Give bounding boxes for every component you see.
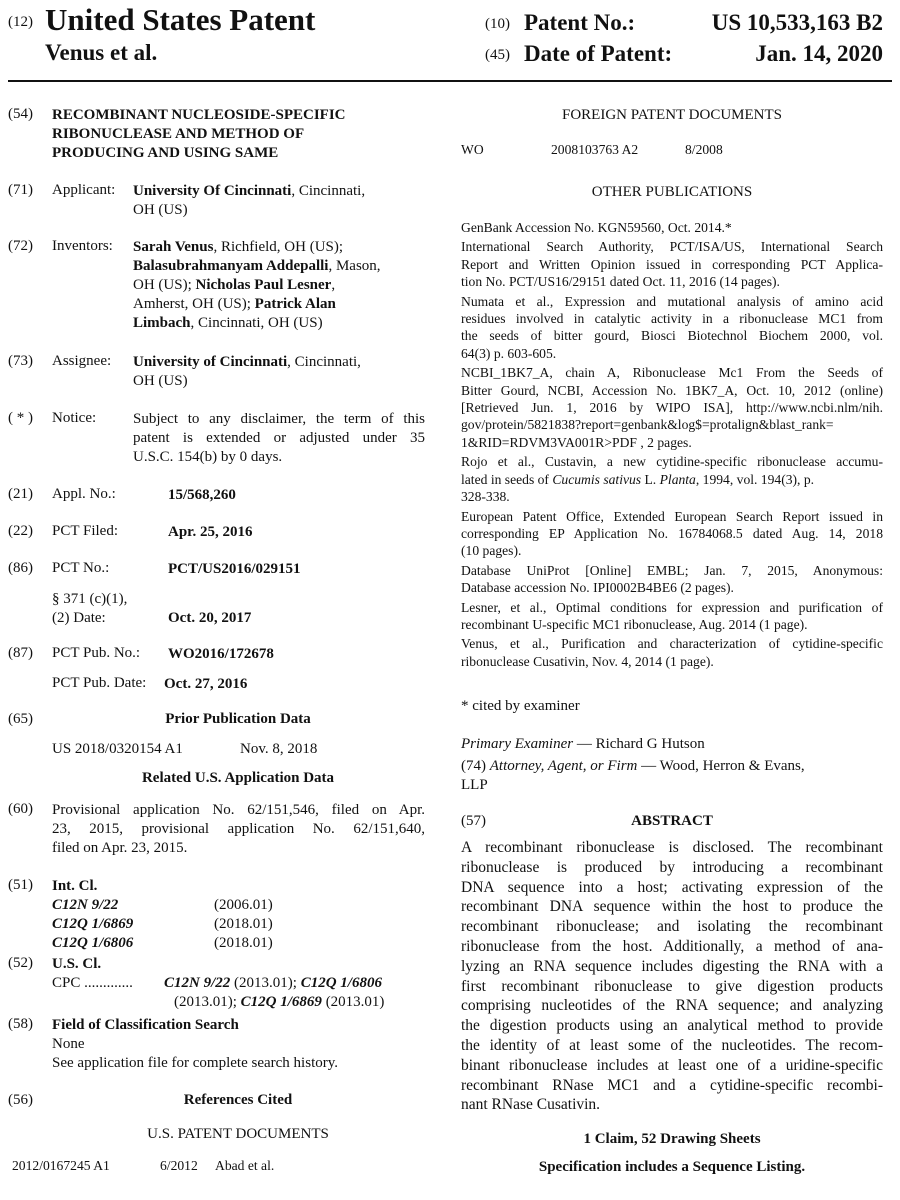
pct-no-label: PCT No.: [52,560,110,576]
s371-value: Oct. 20, 2017 [168,610,252,626]
s371-label: § 371 (c)(1), (2) Date: [52,591,128,626]
publication-entry: GenBank Accession No. KGN59560, Oct. 2014.* [461,220,732,235]
date-label: Date of Patent: [524,41,673,66]
applicant-tag: (71) [8,182,33,198]
abstract-heading: ABSTRACT [631,813,713,829]
code-45: (45) [485,47,510,63]
field-tag: (58) [8,1016,33,1032]
notice-label: Notice: [52,410,97,426]
code-12: (12) [8,14,33,30]
header-rule [8,80,892,82]
appl-value: 15/568,260 [168,487,236,503]
assignee-label: Assignee: [52,353,112,369]
foreign-doc-date: 8/2008 [685,142,723,157]
prior-publication-date: Nov. 8, 2018 [240,741,318,757]
pub-no-value: WO2016/172678 [168,646,274,662]
publication-entry: Rojo et al., Custavin, a new cytidine-specific ribonuclease accumu- lated in seeds of Cucumis sativus L. Planta, 1994, vol. 194(3), p. 328-338. [461,454,883,505]
publication-entry: Venus, et al., Purification and characterization of cytidine-specific ribonuclease Cusativin, Nov. 4, 2014 (1 page). [461,636,883,669]
intcl-tag: (51) [8,877,33,893]
provisional-applications: Provisional application No. 62/151,546, filed on Apr. 23, 2015, provisional application No. 62/151,640, filed on Apr. 23, 2015. [52,802,425,856]
notice-value: Subject to any disclaimer, the term of this patent is extended or adjusted under 35 U.S.C. 154(b) by 0 days. [133,411,425,465]
prior-publication-number: US 2018/0320154 A1 [52,741,183,757]
field-of-search: Field of Classification Search None See application file for complete search history. [52,1017,339,1071]
related-app-heading: Related U.S. Application Data [141,770,335,786]
abstract-tag: (57) [461,813,486,829]
inventors-tag: (72) [8,238,33,254]
appl-label: Appl. No.: [52,486,116,502]
patent-number: US 10,533,163 B2 [711,10,883,35]
title-tag: (54) [8,106,33,122]
pub-date-value: Oct. 27, 2016 [164,676,248,692]
inventors-label: Inventors: [52,238,113,254]
notice-tag: ( * ) [8,410,33,426]
patent-date: Jan. 14, 2020 [755,41,883,66]
prior-publication-heading: Prior Publication Data [165,711,311,727]
foreign-docs-heading: FOREIGN PATENT DOCUMENTS [561,107,783,123]
pct-filed-tag: (22) [8,523,33,539]
pct-filed-label: PCT Filed: [52,523,118,539]
publication-entry: NCBI_1BK7_A, chain A, Ribonuclease Mc1 From the Seeds of Bitter Gourd, NCBI, Accession No. 1BK7_A, Oct. 10, 2012 (online) [Retrieved Jun. 1, 2016 by WIPO ISA], http://www.ncbi.nlm/nih. gov/protein/5821838?report=genbank&log$=protalign&blast_rank= 1&RID=RDVM3VA001R>PDF , 2 pages. [461,365,883,450]
pct-no-tag: (86) [8,560,33,576]
intcl-label: Int. Cl. [52,878,98,894]
applicant-value: University Of Cincinnati, Cincinnati, OH (US) [133,183,366,218]
assignee-tag: (73) [8,353,33,369]
pct-no-value: PCT/US2016/029151 [168,561,301,577]
pub-tag: (87) [8,645,33,661]
pct-filed-value: Apr. 25, 2016 [168,524,253,540]
sequence-listing-note: Specification includes a Sequence Listing. [538,1159,806,1175]
patent-no-label: Patent No.: [524,10,636,35]
assignee-value: University of Cincinnati, Cincinnati, OH (US) [133,354,361,389]
cpc-value: C12N 9/22 (2013.01); C12Q 1/6806 (2013.01); C12Q 1/6869 (2013.01) [164,975,385,1010]
us-doc-number: 2012/0167245 A1 [12,1158,110,1173]
uscl-tag: (52) [8,955,33,971]
inventors-value: Sarah Venus, Richfield, OH (US); Balasubrahmanyam Addepalli, Mason, OH (US); Nicholas Paul Lesner, Amherst, OH (US); Patrick Alan Limbach, Cincinnati, OH (US) [133,239,381,331]
publication-entry: Numata et al., Expression and mutational analysis of amino acid residues involved in catalytic activity in a ribonuclease MC1 from the seeds of bitter gourd, Biosci Biotechnol Biochem 2000, vol. 64(3) p. 603-605. [461,293,883,361]
us-doc-date: 6/2012 [160,1158,198,1173]
publication-entry: Lesner, et al., Optimal conditions for expression and purification of recombinant U-specific MC1 ribonuclease, Aug. 2014 (1 page). [461,599,883,632]
publication-entry: Database UniProt [Online] EMBL; Jan. 7, 2015, Anonymous: Database accession No. IPI0002B4BE6 (2 pages). [461,562,883,596]
foreign-doc-number: 2008103763 A2 [551,142,639,157]
claims-drawings-count: 1 Claim, 52 Drawing Sheets [583,1131,761,1147]
patent-title: RECOMBINANT NUCLEOSIDE-SPECIFIC RIBONUCLEASE AND METHOD OF PRODUCING AND USING SAME [52,107,346,161]
appl-tag: (21) [8,486,33,502]
other-publications-heading: OTHER PUBLICATIONS [591,184,753,200]
us-patent-docs-heading: U.S. PATENT DOCUMENTS [147,1126,329,1142]
attorney-agent: (74) Attorney, Agent, or Firm — Wood, Herron & Evans, LLP [461,758,805,793]
uscl-label: U.S. Cl. [52,956,102,972]
pub-no-label: PCT Pub. No.: [52,645,141,661]
foreign-doc-country: WO [461,142,484,157]
prov-tag: (60) [8,801,33,817]
primary-examiner: Primary Examiner — Richard G Hutson [461,736,705,752]
prior-tag: (65) [8,711,33,727]
intcl-codes: C12N 9/22 C12Q 1/6869 C12Q 1/6806 [52,897,134,951]
pub-date-label: PCT Pub. Date: [52,675,147,691]
patent-type-title: United States Patent [45,2,316,37]
cpc-label: CPC ............. [52,975,133,991]
intcl-years: (2006.01) (2018.01) (2018.01) [214,897,273,951]
other-publications-list [461,219,883,670]
abstract-body: A recombinant ribonuclease is disclosed. The recombinant ribonuclease is produced by introducing a recombinant DNA sequence into a host; activating expression of the recombinant DNA sequence within the host to produce the recombinant ribonuclease; and isolating the recombinant ribonuclease from the host. Additionally, a method of ana- lyzing an RNA sequence includes digesting the RNA with a first recombinant ribonuclease to give digestion products comprising nucleotides of the RNA sequence; and analyzing the digestion products using an analytical method to provide the identity of at least some of the nucleotides. The recom- binant ribonuclease includes at least one of a uridine-specific recombinant RNase MC1 and a cytidine-specific recombi- nant RNase Cusativin. [461,839,883,1114]
inventors-short: Venus et al. [45,40,158,65]
us-doc-inventor: Abad et al. [215,1158,275,1173]
references-heading: References Cited [183,1092,293,1108]
publication-entry: European Patent Office, Extended European Search Report issued in corresponding EP Application No. 16784068.5 dated Aug. 14, 2018 (10 pages). [461,508,883,559]
cited-by-examiner: * cited by examiner [461,698,580,714]
applicant-label: Applicant: [52,182,116,198]
publication-entry: International Search Authority, PCT/ISA/US, International Search Report and Written Opinion issued in corresponding PCT Applica- tion No. PCT/US16/29151 dated Oct. 11, 2016 (14 pages). [461,239,883,290]
refs-tag: (56) [8,1092,33,1108]
code-10: (10) [485,16,510,32]
